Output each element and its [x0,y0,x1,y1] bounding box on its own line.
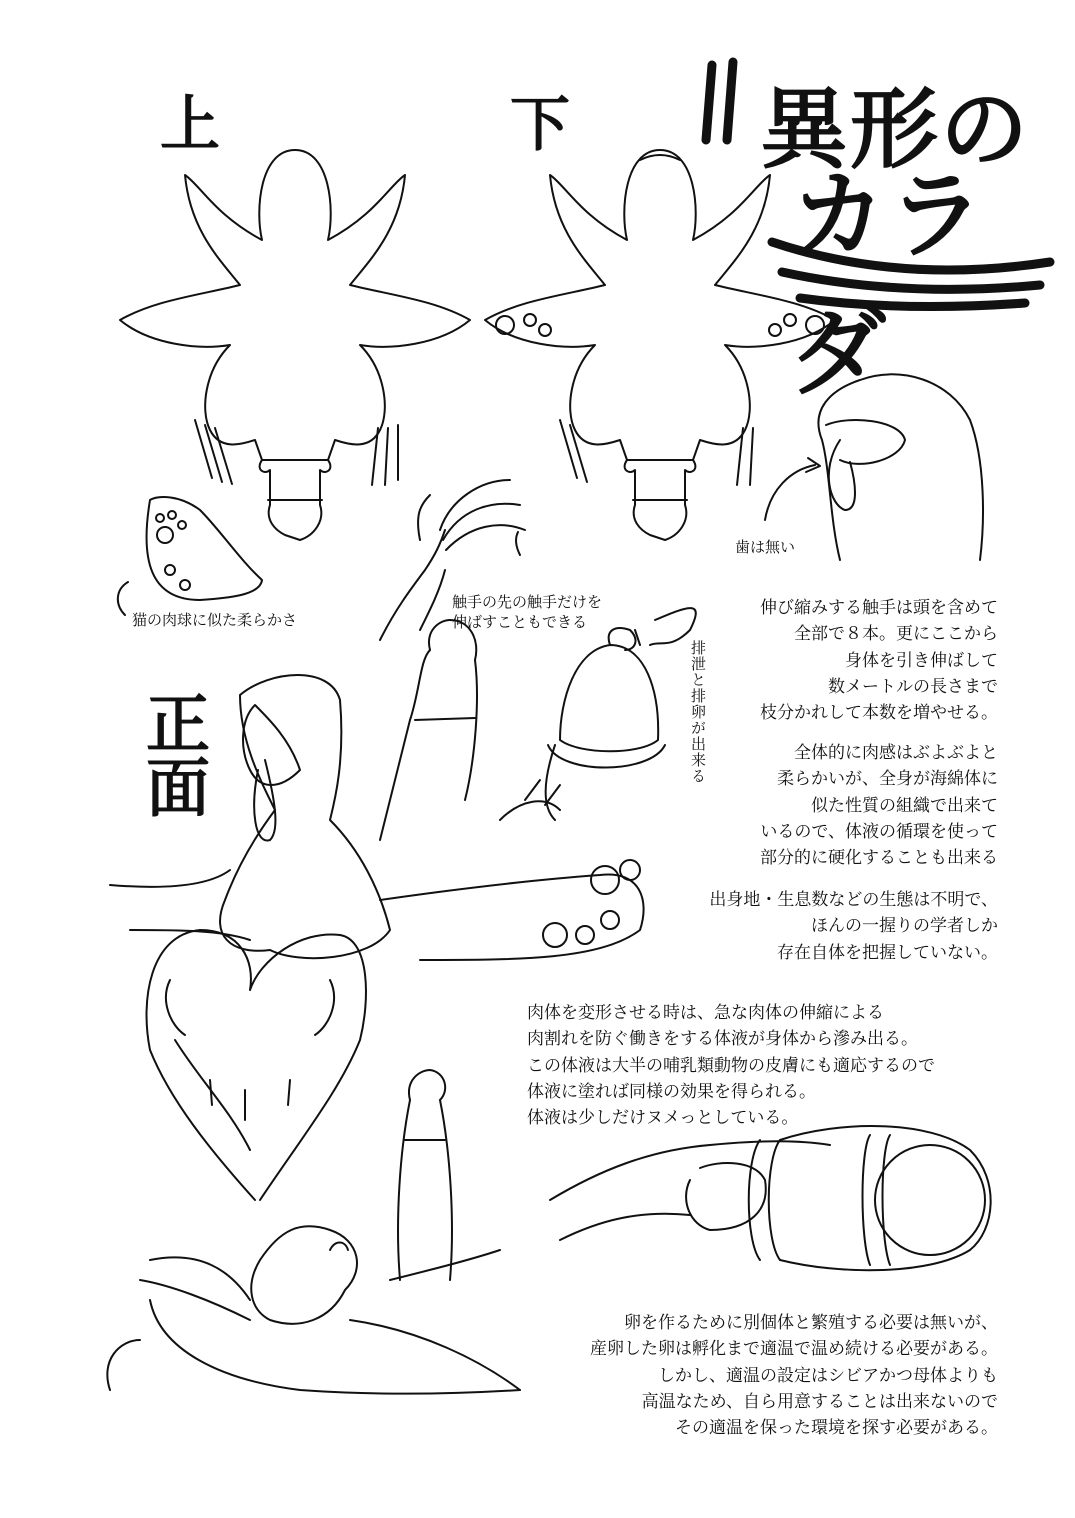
para2-line: 似た性質の組織で出来て [811,795,998,816]
para3-line: ほんの一握りの学者しか [811,916,998,937]
callout-excretion: 排泄と排卵が出来る [689,640,707,784]
para5-line: 産卵した卵は孵化まで適温で温め続ける必要がある。 [590,1339,998,1360]
para1-line: 身体を引き伸ばして [845,650,998,671]
bottom-view-figure [485,150,835,540]
para1-line: 伸び縮みする触手は頭を含めて [760,598,998,618]
description-paragraph-1 [760,595,998,727]
egg-tentacle-figure [550,1126,991,1270]
description-paragraph-2 [760,740,998,872]
callout-tentacle-tip-line-2: 伸ばすこともできる [452,613,588,632]
para2-line: 部分的に硬化することも出来る [760,848,998,869]
para1-line: 全部で８本。更にここから [794,624,998,645]
para1-line: 枝分かれして本数を増やせる。 [760,703,998,724]
label-top-view: 上 [160,90,220,160]
para5-line: しかし、適温の設定はシビアかつ母体よりも [658,1365,998,1386]
para3-line: 出身地・生息数などの生態は不明で、 [709,890,998,910]
para4-line: 肉割れを防ぐ働きをする体液が身体から滲み出る。 [527,1029,918,1050]
label-front-view: 正面 [135,690,209,818]
callout-tentacle-tip-line-1: 触手の先の触手だけを [452,593,603,611]
callout-paw: 猫の肉球に似た柔らかさ [132,611,298,629]
para5-line: 卵を作るために別個体と繁殖する必要は無いが、 [624,1313,998,1333]
para3-line: 存在自体を把握していない。 [777,942,998,963]
description-paragraph-4 [527,1000,935,1132]
para1-line: 数メートルの長さまで [828,677,998,698]
heart-tentacle-figure [107,930,520,1394]
para4-line: 肉体を変形させる時は、急な肉体の伸縮による [527,1003,884,1023]
top-view-figure [120,150,470,540]
paw-tentacle-figure [118,497,262,615]
para5-line: 高温なため、自ら用意することは出来ないので [641,1392,998,1413]
description-paragraph-5 [590,1310,998,1442]
excretion-figure [546,608,696,820]
label-bottom-view: 下 [510,90,570,160]
para5-line: その適温を保った環境を探す必要がある。 [675,1418,998,1439]
para4-line: この体液は大半の哺乳類動物の皮膚にも適応するので [527,1055,935,1076]
title-bars [706,62,733,140]
title-line-2: カラダ [790,160,986,409]
para4-line: 体液に塗れば同様の効果を得られる。 [527,1082,816,1103]
callout-teeth: 歯は無い [735,538,796,556]
para2-line: 全体的に肉感はぶよぶよと [794,743,998,763]
description-paragraph-3 [709,887,998,966]
title-line-1: 異形の [760,78,1031,181]
para2-line: 柔らかいが、全身が海綿体に [777,769,998,790]
para4-line: 体液は少しだけヌメっとしている。 [527,1108,799,1129]
callout-tentacle-tip [452,592,602,633]
para2-line: いるので、体液の循環を使って [760,822,998,843]
